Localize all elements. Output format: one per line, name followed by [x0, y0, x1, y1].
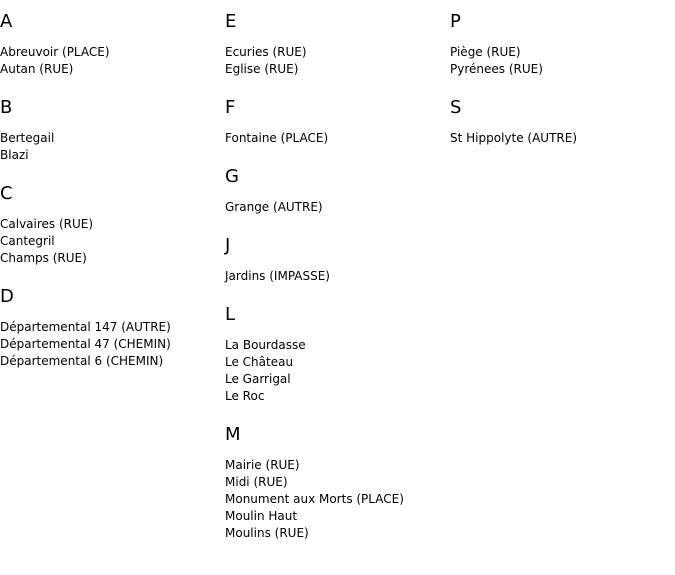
letter-heading: C [0, 183, 13, 204]
street-item[interactable]: Le Garrigal [225, 372, 291, 386]
letter-group-c [0, 182, 225, 267]
street-item[interactable]: Fontaine (PLACE) [225, 131, 329, 145]
street-list [225, 44, 450, 78]
letter-group-d [0, 285, 225, 370]
street-item[interactable]: Mairie (RUE) [225, 458, 300, 472]
street-list [450, 44, 675, 78]
letter-heading: J [225, 235, 231, 256]
street-list [225, 268, 450, 285]
street-item[interactable]: Jardins (IMPASSE) [225, 269, 330, 283]
street-list [225, 457, 450, 542]
letter-group-f [225, 96, 450, 147]
street-index-column [0, 10, 225, 388]
street-list [225, 199, 450, 216]
letter-heading: G [225, 166, 239, 187]
letter-heading: B [0, 97, 13, 118]
letter-group-a [0, 10, 225, 78]
street-item[interactable]: St Hippolyte (AUTRE) [450, 131, 578, 145]
street-item[interactable]: Moulins (RUE) [225, 526, 309, 540]
street-list [225, 337, 450, 405]
street-list [0, 130, 225, 164]
street-item[interactable]: Eglise (RUE) [225, 62, 299, 76]
letter-heading: M [225, 424, 241, 445]
letter-group-p [450, 10, 675, 78]
street-item[interactable]: Pyrénees (RUE) [450, 62, 543, 76]
street-item[interactable]: Calvaires (RUE) [0, 217, 94, 231]
street-item[interactable]: Le Château [225, 355, 294, 369]
letter-heading: D [0, 286, 14, 307]
letter-heading: S [450, 97, 462, 118]
street-index-column [225, 10, 450, 560]
street-item[interactable]: Abreuvoir (PLACE) [0, 45, 110, 59]
street-item[interactable]: Grange (AUTRE) [225, 200, 323, 214]
street-item[interactable]: Piège (RUE) [450, 45, 521, 59]
street-item[interactable]: Autan (RUE) [0, 62, 74, 76]
street-item[interactable]: Ecuries (RUE) [225, 45, 307, 59]
street-index-column [450, 10, 675, 165]
letter-group-s [450, 96, 675, 147]
letter-group-j [225, 234, 450, 285]
letter-heading: E [225, 11, 237, 32]
street-item[interactable]: Moulin Haut [225, 509, 298, 523]
letter-heading: A [0, 11, 13, 32]
letter-group-g [225, 165, 450, 216]
street-item[interactable]: Départemental 147 (AUTRE) [0, 320, 171, 334]
letter-group-b [0, 96, 225, 164]
street-item[interactable]: Monument aux Morts (PLACE) [225, 492, 404, 506]
street-list [0, 319, 225, 370]
letter-heading: L [225, 304, 236, 325]
street-item[interactable]: Départemental 47 (CHEMIN) [0, 337, 171, 351]
letter-group-l [225, 303, 450, 405]
street-list [0, 216, 225, 267]
street-item[interactable]: Blazi [0, 148, 29, 162]
letter-group-m [225, 423, 450, 542]
letter-heading: F [225, 97, 236, 118]
street-item[interactable]: Midi (RUE) [225, 475, 288, 489]
letter-heading: P [450, 11, 461, 32]
street-item[interactable]: Cantegril [0, 234, 55, 248]
street-list [450, 130, 675, 147]
street-item[interactable]: Départemental 6 (CHEMIN) [0, 354, 164, 368]
street-item[interactable]: Bertegail [0, 131, 55, 145]
letter-group-e [225, 10, 450, 78]
street-list [225, 130, 450, 147]
street-item[interactable]: Champs (RUE) [0, 251, 87, 265]
street-item[interactable]: La Bourdasse [225, 338, 306, 352]
street-item[interactable]: Le Roc [225, 389, 265, 403]
street-list [0, 44, 225, 78]
